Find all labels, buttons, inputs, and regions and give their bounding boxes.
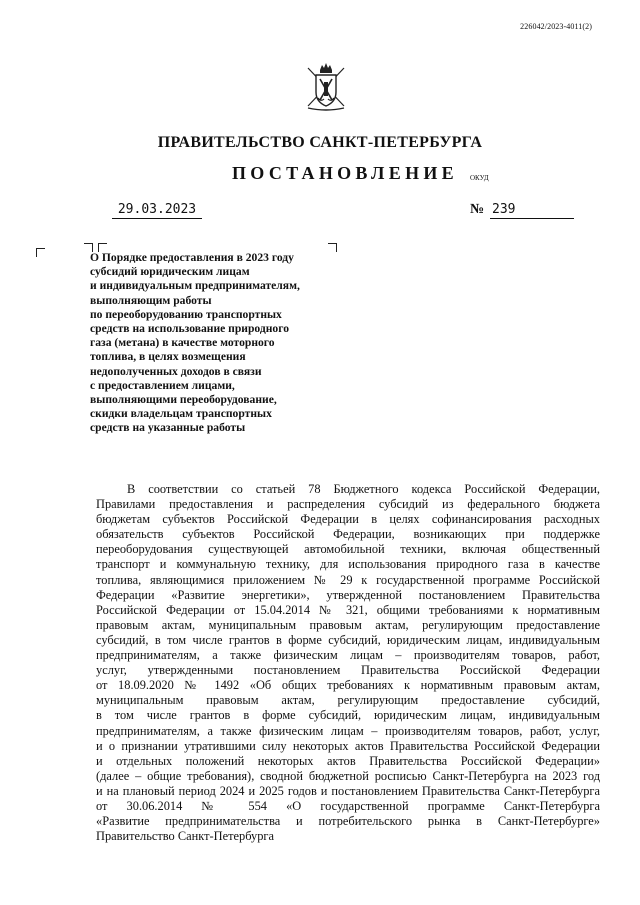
body-line: от 30.06.2014 № 554 «О государственной программе Санкт-Петербурга (96, 798, 600, 813)
corner-mark (36, 248, 45, 257)
body-line: обязательств субъектов Российской Федерации, возникающих при поддержке (96, 527, 600, 542)
number-label: № (470, 202, 485, 217)
body-line: Федерации «Развитие энергетики», утвержденной постановлением Правительства (96, 587, 600, 602)
document-body (96, 482, 600, 844)
title-line: газа (метана) в качестве моторного (90, 336, 275, 350)
document-type: ПОСТАНОВЛЕНИЕ (232, 163, 458, 183)
body-line: от 18.09.2020 № 1492 «Об общих требованиях к нормативным правовым актам, (96, 678, 600, 693)
title-line: скидки владельцам транспортных (90, 407, 272, 421)
title-line: по переоборудованию транспортных (90, 307, 282, 321)
body-line: и на плановый период 2024 и 2025 годов и постановлением Правительства Санкт-Петербурга (96, 783, 600, 798)
body-line: переоборудования существующей автомобильной техники, включая общественный (96, 542, 600, 557)
title-line: топлива, в целях возмещения (90, 350, 246, 364)
title-line: выполняющими переоборудование, (90, 393, 277, 407)
body-line: Российской Федерации от 15.04.2014 № 321, общими требованиями к нормативным (96, 602, 600, 617)
body-line: Правилами предоставления и распределения субсидий из федерального бюджета (96, 497, 600, 512)
body-line: и о признании утратившими силу некоторых актов Правительства Российской Федерации (96, 738, 600, 753)
government-name: ПРАВИТЕЛЬСТВО САНКТ-ПЕТЕРБУРГА (157, 134, 483, 151)
body-line: правовым актам, муниципальным правовым актам, регулирующим предоставление (96, 617, 600, 632)
body-line: «Развитие предпринимательства и потребительского рынка в Санкт-Петербурге» (96, 814, 600, 829)
title-line: О Порядке предоставления в 2023 году (90, 251, 294, 264)
body-line: муниципальным правовым актам, регулирующим предоставление субсидий, (96, 693, 600, 708)
body-line: бюджетам субъектов Российской Федерации в целях софинансирования расходных (96, 512, 600, 527)
title-line: средств на использование природного (90, 322, 290, 336)
body-line: топлива, являющимися приложением № 29 к государственной программе Российской (96, 572, 600, 587)
body-line: В соответствии со статьей 78 Бюджетного кодекса Российской Федерации, (127, 482, 600, 496)
document-number: 239 (490, 201, 574, 219)
body-line: (далее – общие требования), сводной бюджетной росписью Санкт-Петербурга на 2023 год (96, 768, 600, 783)
body-line: услуг, утвержденными постановлением Правительства Российской Федерации (96, 663, 600, 678)
title-line: выполняющим работы (90, 293, 212, 307)
body-line: и отдельных положений некоторых актов Правительства Российской Федерации» (96, 753, 600, 768)
document-title (90, 251, 350, 436)
title-line: и индивидуальным предпринимателям, (90, 279, 300, 293)
body-line: Правительство Санкт-Петербурга (96, 829, 274, 844)
registration-number: 226042/2023-4011(2) (520, 22, 592, 31)
title-line: средств на указанные работы (90, 421, 246, 435)
document-date: 29.03.2023 (112, 201, 202, 219)
coat-of-arms-icon (304, 62, 348, 112)
body-line: субсидий, в том числе грантов в форме субсидий, юридическим лицам, индивидуальным (96, 632, 600, 647)
body-line: предпринимателям, а также физическим лицам – производителям товаров, работ, (96, 648, 600, 663)
title-line: недополученных доходов в связи (90, 364, 262, 378)
body-line: предпринимателям, а также физическим лицам – производителям товаров, работ, услуг, (96, 723, 600, 738)
body-line: транспорт и коммунальную технику, для использования природного газа в качестве (96, 557, 600, 572)
title-line: с предоставлением лицами, (90, 378, 235, 392)
body-line: в том числе грантов в форме субсидий, юридическим лицам, индивидуальным (96, 708, 600, 723)
title-line: субсидий юридическим лицам (90, 265, 250, 279)
okud-label: ОКУД (470, 174, 489, 182)
